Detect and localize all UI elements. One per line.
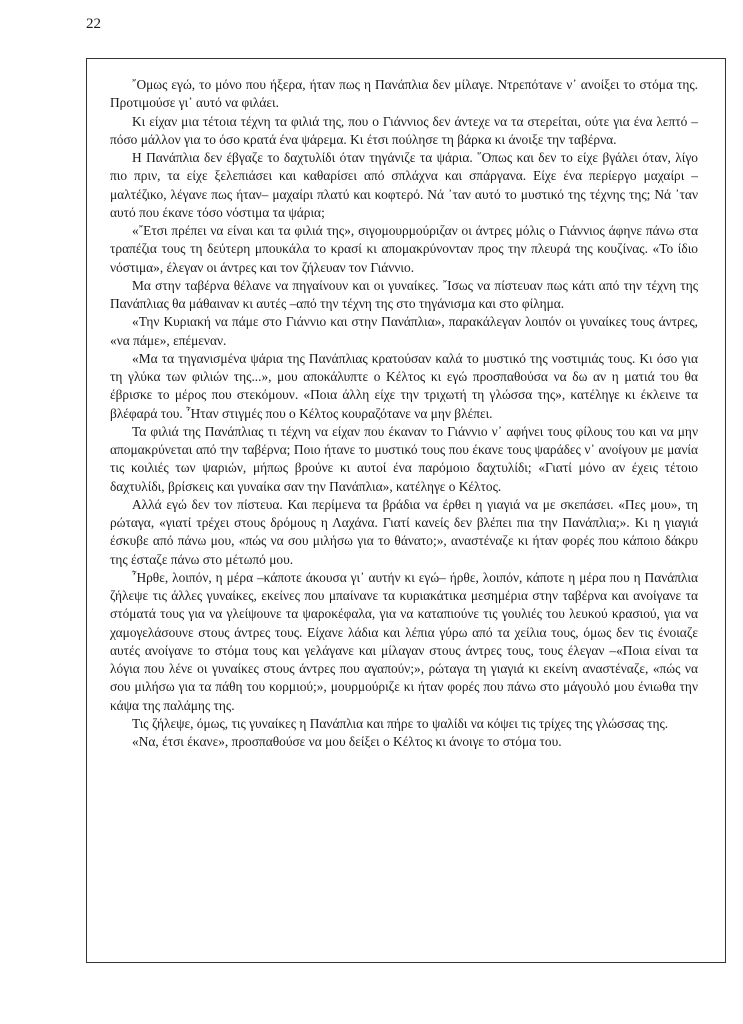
paragraph: Η Πανάπλια δεν έβγαζε το δαχτυλίδι όταν τηγάνιζε τα ψάρια. ῞Οπως και δεν το είχε βγάλει όταν, λίγο πιο πριν, τα είχε ξελεπιάσει και καθαρίσει από σπλάχνα και σπάργανα. Είχε ένα περίεργο μαχαίρι –μαλτέζικο, λέγανε πως ήταν– μαχαίρι πλατύ και κοφτερό. Νά ᾿ταν αυτό το μυστικό της τέχνης της; Νά ᾿ταν αυτό που έκανε τόσο νόστιμα τα ψάρια; [110,150,698,220]
paragraph: ῏Ηρθε, λοιπόν, η μέρα –κάποτε άκουσα γι᾿ αυτήν κι εγώ– ήρθε, λοιπόν, κάποτε η μέρα που η Πανάπλια ζήλεψε τις άλλες γυναίκες, εκείνες που μπαίνανε τα κυριακάτικα μεσημέρια στην ταβέρνα και ανοίγανε τα στόματά τους για να γλείψουνε τα ψαροκέφαλα, για να καταπιούνε τις γουλιές του λευκού κρασιού, για να χαμογελάσουνε στους άντρες τους. Είχανε λάδια και λέπια γύρω από τα χείλια τους, όμως δεν τις ένοιαζε αυτές ανοίγανε το στόμα τους και γελάγανε και μίλαγαν στους άντρες τους, τους έλεγαν –«Ποια είναι τα λόγια που λένε οι γυναίκες στους άντρες που αγαπούν;», ρώταγα τη γιαγιά κι εκείνη αναστέναζε, «πώς να σου μιλήσω για τα πάθη του κορμιού;», μουρμούριζε κι ήταν φορές που πάνω στο μάγουλό μου ένιωθα την κάψα της παλάμης της. [110,569,698,713]
paragraph: «Να, έτσι έκανε», προσπαθούσε να μου δείξει ο Κέλτος κι άνοιγε το στόμα του. [132,734,562,749]
paragraph: Αλλά εγώ δεν τον πίστευα. Και περίμενα τα βράδια να έρθει η γιαγιά να με σκεπάσει. «Πες μου», τη ρώταγα, «γιατί τρέχει στους δρόμους η Λαχάνα. Γιατί κανείς δεν βλέπει πια την Πανάπλια;». Κι η γιαγιά έσκυβε από πάνω μου, «πώς να σου μιλήσω για το θάνατο;», αναστέναζε κι ήταν φορές που κάποιο δάκρυ της έσταζε πάνω στο μέτωπό μου. [110,496,698,567]
paragraph: «Την Κυριακή να πάμε στο Γιάννιο και στην Πανάπλια», παρακάλεγαν λοιπόν οι γυναίκες τους άντρες, «να πάμε», επέμεναν. [110,314,698,348]
paragraph: ῎Ομως εγώ, το μόνο που ήξερα, ήταν πως η Πανάπλια δεν μίλαγε. Ντρεπότανε ν᾿ ανοίξει το στόμα της. Προτιμούσε γι᾿ αυτό να φιλάει. [110,77,698,111]
paragraph: «῎Ετσι πρέπει να είναι και τα φιλιά της», σιγομουρμούριζαν οι άντρες μόλις ο Γιάννιος άφηνε πάνω στα τραπέζια τους τη δεύτερη μπουκάλα το κρασί κι απομακρύνονταν προς την πλευρά της κουζίνας. «Το ίδιο νόστιμα», έλεγαν οι άντρες και τον ζήλευαν τον Γιάννιο. [110,223,698,275]
paragraph: Κι είχαν μια τέτοια τέχνη τα φιλιά της, που ο Γιάννιος δεν άντεχε να τα στερείται, ούτε για ένα λεπτό –πόσο μάλλον για το όσο κρατά ένα ψάρεμα. Κι έτσι πούλησε τη βάρκα κι άνοιξε την ταβέρνα. [110,113,698,147]
paragraph: Μα στην ταβέρνα θέλανε να πηγαίνουν και οι γυναίκες. ῎Ισως να πίστευαν πως κάτι από την τέχνη της Πανάπλιας θα μάθαιναν κι αυτές –από την τέχνη της στο τηγάνισμα και στο φίλημα. [110,277,698,311]
paragraph: «Μα τα τηγανισμένα ψάρια της Πανάπλιας κρατούσαν καλά το μυστικό της νοστιμιάς τους. Κι όσο για τη γλύκα των φιλιών της...», μου αποκάλυπτε ο Κέλτος κι εγώ προσπαθούσα να δω αν η ματιά του θα έβρισκε το μέρος που στεκόμουν. «Ποια άλλη είχε την τριχωτή τη γλώσσα της», κατέληγε κι έκλεινε τα βλέφαρά του. ῏Ηταν στιγμές που ο Κέλτος κουραζότανε να μην βλέπει. [110,350,698,421]
paragraph: Τα φιλιά της Πανάπλιας τι τέχνη να είχαν που έκαναν το Γιάννιο ν᾿ αφήνει τους φίλους του και να μην απομακρύνεται από την ταβέρνα; Ποιο ήτανε το μυστικό τους που έκανε τους ψαράδες ν᾿ ανοίγουν με μανία τις κοιλιές των ψαριών, μήπως βρούνε κι αυτοί ένα παρόμοιο δαχτυλίδι; «Γιατί μόνο αν έχεις τέτοιο δαχτυλίδι, βρίσκεις και γυναίκα σαν την Πανάπλια», κατέληγε ο Κέλτος. [110,423,698,494]
paragraph: Τις ζήλεψε, όμως, τις γυναίκες η Πανάπλια και πήρε το ψαλίδι να κόψει τις τρίχες της γλώσσας της. [132,715,669,731]
page-number: 22 [86,16,101,32]
body-text [110,76,698,751]
